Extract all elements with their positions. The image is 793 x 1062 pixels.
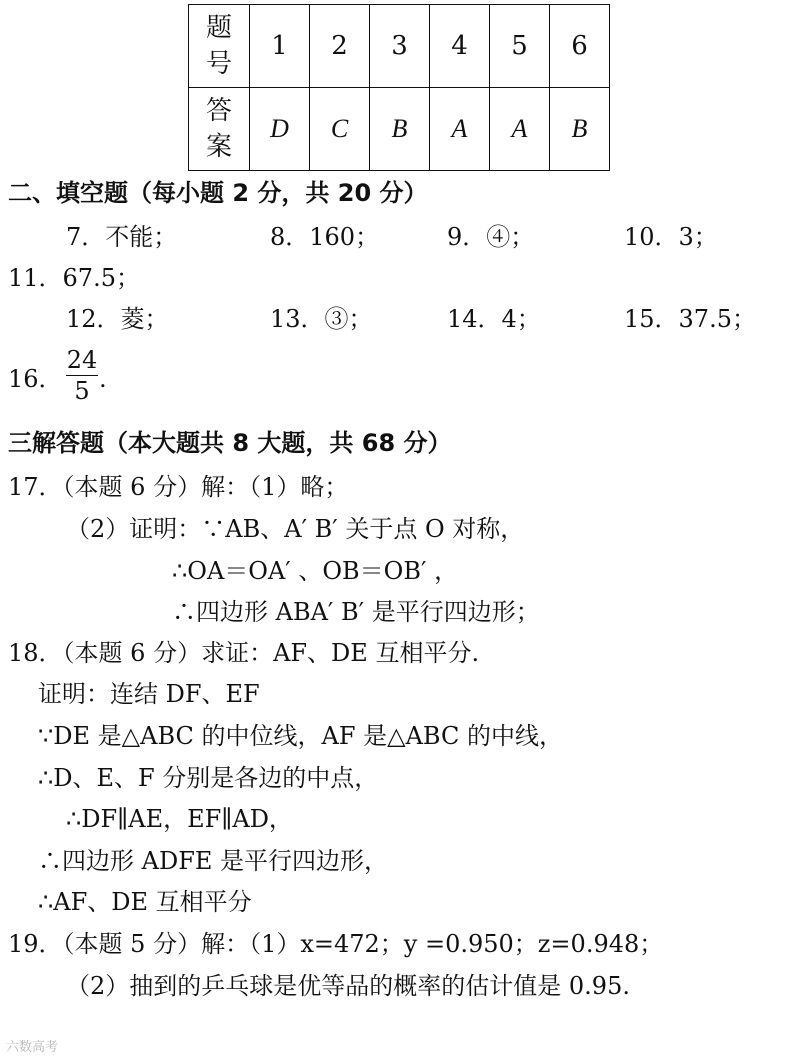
answer-value: B	[571, 114, 588, 143]
q19-line1: 19．（本题 5 分）解：（1）x=472；y =0.950；z=0.948；	[8, 930, 664, 958]
table-answer-cell	[310, 88, 370, 171]
table-number-cell: 2	[310, 5, 370, 88]
section3-title: 三解答题（本大题共 8 大题，共 68 分）	[8, 429, 452, 457]
answer-value: D	[270, 114, 289, 143]
answer-q11: 11．67.5；	[8, 264, 140, 292]
header-label-2: 号	[205, 49, 232, 79]
answer-q15: 15．37.5；	[624, 305, 756, 333]
table-answer-cell	[550, 88, 610, 171]
q18-line3: ∵DE 是△ABC 的中位线，AF 是△ABC 的中线，	[38, 722, 563, 750]
table-answer-cell	[370, 88, 430, 171]
q18-line7: ∴AF、DE 互相平分	[38, 888, 252, 916]
fraction-24-5	[66, 346, 98, 405]
answer-q14: 14．4；	[447, 305, 541, 333]
answer-q10: 10．3；	[624, 223, 718, 251]
header-label-1: 题	[205, 13, 232, 43]
table-answer-label	[189, 88, 250, 171]
q17-line3: ∴OA＝OA′ 、OB＝OB′ ，	[172, 557, 459, 585]
q18-line4: ∴D、E、F 分别是各边的中点，	[38, 764, 379, 792]
table-number-cell: 5	[490, 5, 550, 88]
answer-label-1: 答	[205, 96, 232, 126]
q18-line5: ∴DF∥AE，EF∥AD，	[66, 805, 293, 833]
table-row-numbers	[189, 5, 610, 88]
q18-line2: 证明：连结 DF、EF	[38, 680, 260, 708]
answer-value: C	[330, 114, 349, 143]
q17-line2: （2）证明：∵AB、A′ B′ 关于点 O 对称，	[66, 515, 525, 543]
table-answer-cell	[430, 88, 490, 171]
answer-value: A	[451, 114, 468, 143]
answer-q13: 13．③；	[270, 305, 373, 333]
fraction-numerator: 24	[66, 346, 98, 374]
fraction-bar	[66, 375, 98, 376]
section2-title: 二、填空题（每小题 2 分，共 20 分）	[8, 179, 428, 207]
q17-line1: 17．（本题 6 分）解：（1）略；	[8, 473, 349, 501]
table-number-cell: 3	[370, 5, 430, 88]
answer-q8: 8．160；	[270, 223, 380, 251]
answer-q9: 9．④；	[447, 223, 535, 251]
answer-q12: 12．菱；	[66, 305, 169, 333]
table-row-answers	[189, 88, 610, 171]
answer-value: A	[511, 114, 528, 143]
fraction-denominator: 5	[74, 377, 90, 405]
table-answer-cell	[250, 88, 310, 171]
table-answer-cell	[490, 88, 550, 171]
answer-table	[188, 4, 610, 171]
answer-q7: 7．不能；	[66, 223, 178, 251]
answer-value: B	[391, 114, 408, 143]
table-number-cell: 6	[550, 5, 610, 88]
table-header-label	[189, 5, 250, 88]
q17-line4: ∴四边形 ABA′ B′ 是平行四边形；	[172, 598, 540, 626]
q18-line6: ∴四边形 ADFE 是平行四边形，	[38, 847, 389, 875]
q19-line2: （2）抽到的乒乓球是优等品的概率的估计值是 0.95.	[66, 972, 630, 1000]
watermark-logo: 六数高考	[6, 1040, 59, 1055]
answer-q16-end: .	[99, 365, 107, 393]
answer-label-2: 案	[205, 132, 232, 162]
answer-q16-label: 16．	[8, 365, 63, 393]
q18-line1: 18．（本题 6 分）求证：AF、DE 互相平分.	[8, 639, 480, 667]
table-number-cell: 4	[430, 5, 490, 88]
table-number-cell: 1	[250, 5, 310, 88]
